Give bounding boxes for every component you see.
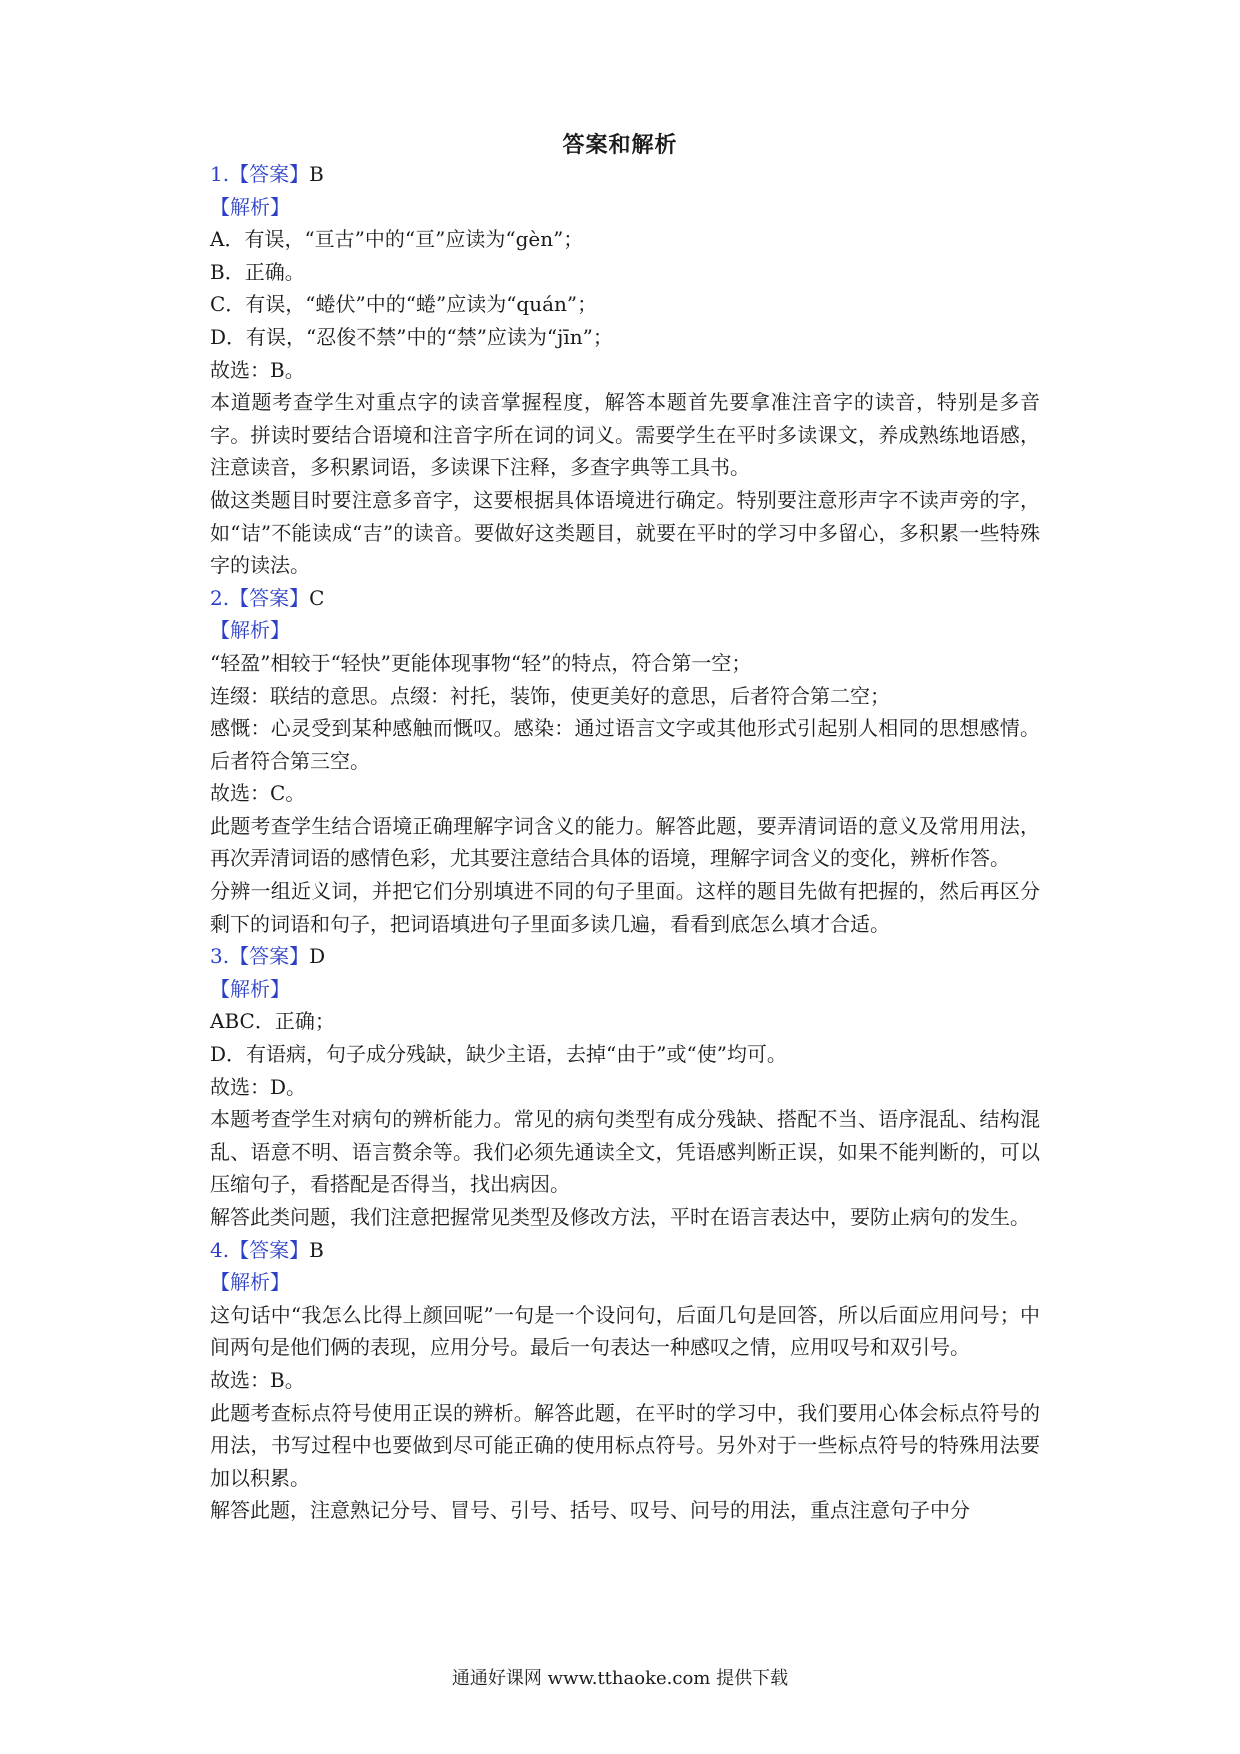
page-title: 答案和解析 bbox=[562, 133, 678, 158]
analysis-paragraph: 做这类题目时要注意多音字，这要根据具体语境进行确定。特别要注意形声字不读声旁的字，如“诘”不能读成“吉”的读音。要做好这类题目，就要在平时的学习中多留心，多积累一些特殊字的读法。 bbox=[210, 487, 1040, 578]
answer-value: D bbox=[309, 944, 326, 969]
analysis-tag: 【解析】 bbox=[210, 976, 290, 1001]
analysis-paragraph: “轻盈”相较于“轻快”更能体现事物“轻”的特点，符合第一空； bbox=[210, 650, 752, 675]
analysis-paragraph: 这句话中“我怎么比得上颜回呢”一句是一个设问句，后面几句是回答，所以后面应用问号；中间两句是他们俩的表现，应用分号。最后一句表达一种感叹之情，应用叹号和双引号。 bbox=[210, 1302, 1040, 1360]
question-number: 2. bbox=[210, 585, 230, 610]
analysis-paragraph: B．正确。 bbox=[210, 259, 305, 284]
question-answer-line bbox=[210, 1234, 1040, 1267]
analysis-paragraph: A．有误，“亘古”中的“亘”应读为“gèn”； bbox=[210, 227, 584, 252]
analysis-paragraph: 感慨：心灵受到某种感触而慨叹。感染：通过语言文字或其他形式引起别人相同的思想感情。后者符合第三空。 bbox=[210, 716, 1040, 773]
analysis-heading bbox=[210, 1266, 1040, 1299]
question-number: 1. bbox=[210, 162, 230, 186]
question-answer-line bbox=[210, 158, 1040, 191]
question-number: 4. bbox=[210, 1237, 230, 1262]
answer-content bbox=[210, 158, 1040, 1527]
answer-value: C bbox=[309, 585, 325, 610]
answer-tag: 【答案】 bbox=[229, 585, 310, 610]
question-answer-line bbox=[210, 940, 1040, 973]
question-answer-line bbox=[210, 582, 1040, 615]
analysis-paragraph: 故选：B。 bbox=[210, 1367, 305, 1392]
answer-value: B bbox=[309, 162, 324, 186]
analysis-heading bbox=[210, 191, 1040, 224]
analysis-paragraph: 分辨一组近义词，并把它们分别填进不同的句子里面。这样的题目先做有把握的，然后再区分剩下的词语和句子，把词语填进句子里面多读几遍，看看到底怎么填才合适。 bbox=[210, 879, 1040, 936]
analysis-paragraph: 此题考查标点符号使用正误的辨析。解答此题，在平时的学习中，我们要用心体会标点符号的用法，书写过程中也要做到尽可能正确的使用标点符号。另外对于一些标点符号的特殊用法要加以积累。 bbox=[210, 1400, 1040, 1490]
analysis-paragraph: D．有语病，句子成分残缺，缺少主语，去掉“由于”或“使”均可。 bbox=[210, 1042, 787, 1067]
analysis-paragraph: D．有误，“忍俊不禁”中的“禁”应读为“jīn”； bbox=[210, 324, 613, 349]
answer-value: B bbox=[309, 1237, 324, 1262]
analysis-paragraph: 故选：B。 bbox=[210, 357, 305, 382]
answer-tag: 【答案】 bbox=[229, 162, 310, 186]
analysis-paragraph: 此题考查学生结合语境正确理解字词含义的能力。解答此题，要弄清词语的意义及常用用法，再次弄清词语的感情色彩，尤其要注意结合具体的语境，理解字词含义的变化，辨析作答。 bbox=[210, 813, 1040, 871]
analysis-paragraph: 本题考查学生对病句的辨析能力。常见的病句类型有成分残缺、搭配不当、语序混乱、结构混乱、语意不明、语言赘余等。我们必须先通读全文，凭语感判断正误，如果不能判断的，可以压缩句子，看搭配是否得当，找出病因。 bbox=[210, 1107, 1040, 1197]
answer-tag: 【答案】 bbox=[229, 944, 310, 969]
answer-tag: 【答案】 bbox=[229, 1237, 310, 1262]
analysis-paragraph: 连缀：联结的意思。点缀：衬托，装饰，使更美好的意思，后者符合第二空； bbox=[210, 683, 890, 708]
analysis-tag: 【解析】 bbox=[210, 618, 290, 643]
analysis-paragraph: C．有误，“蜷伏”中的“蜷”应读为“quán”； bbox=[210, 292, 598, 317]
analysis-paragraph: ABC．正确； bbox=[210, 1009, 335, 1034]
analysis-paragraph: 本道题考查学生对重点字的读音掌握程度，解答本题首先要拿准注音字的读音，特别是多音字。拼读时要结合语境和注音字所在词的词义。需要学生在平时多读课文，养成熟练地语感，注意读音，多积累词语，多读课下注释，多查字典等工具书。 bbox=[210, 390, 1040, 480]
analysis-paragraph: 故选：D。 bbox=[210, 1074, 307, 1099]
analysis-paragraph: 解答此题，注意熟记分号、冒号、引号、括号、叹号、问号的用法，重点注意句子中分 bbox=[210, 1498, 970, 1523]
analysis-paragraph: 故选：C。 bbox=[210, 781, 306, 806]
page-footer: 通通好课网 www.tthaoke.com 提供下载 bbox=[451, 1668, 789, 1689]
analysis-tag: 【解析】 bbox=[210, 194, 290, 219]
analysis-heading bbox=[210, 614, 1040, 647]
analysis-paragraph: 解答此类问题，我们注意把握常见类型及修改方法，平时在语言表达中，要防止病句的发生。 bbox=[210, 1205, 1030, 1229]
analysis-tag: 【解析】 bbox=[210, 1270, 290, 1295]
analysis-heading bbox=[210, 973, 1040, 1006]
question-number: 3. bbox=[210, 944, 230, 969]
